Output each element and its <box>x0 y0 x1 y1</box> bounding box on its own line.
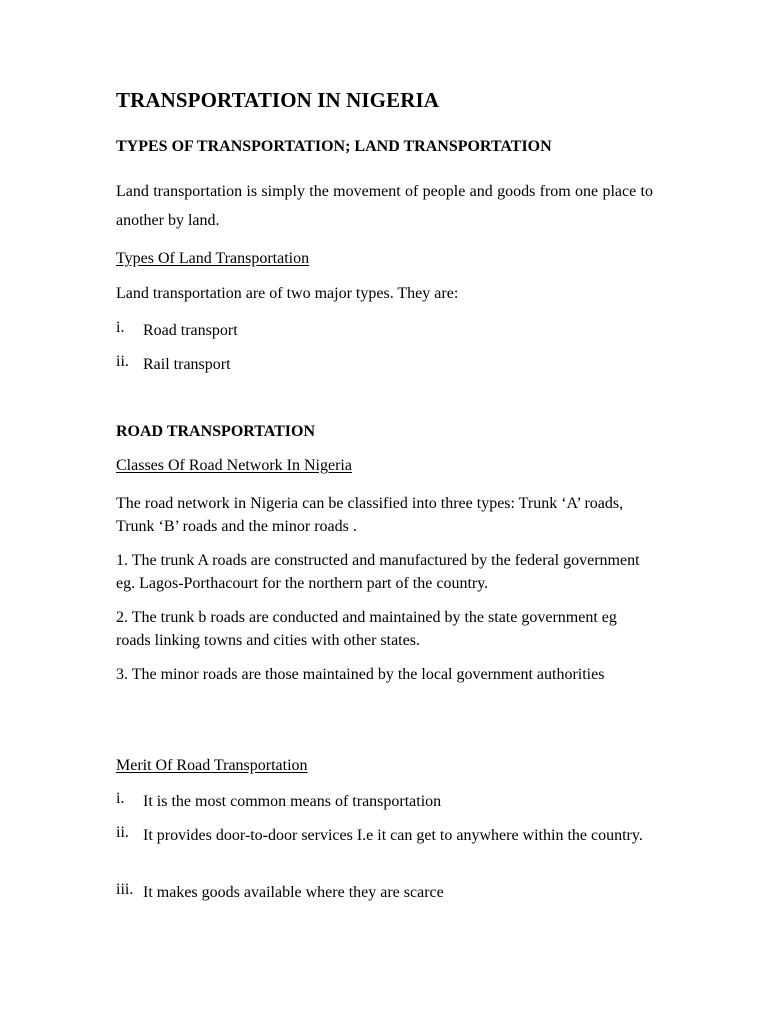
list-marker: ii. <box>116 824 129 841</box>
page-title: TRANSPORTATION IN NIGERIA <box>116 88 440 112</box>
merit-heading: Merit Of Road Transportation <box>116 757 308 774</box>
classes-item-3: 3. The minor roads are those maintained by the local government authorities <box>116 666 605 683</box>
types-heading: Types Of Land Transportation <box>116 250 310 267</box>
document-page <box>116 0 653 1024</box>
road-heading: ROAD TRANSPORTATION <box>116 423 316 440</box>
list-item <box>116 881 653 904</box>
classes-paragraph: The road network in Nigeria can be classified into three types: Trunk ‘A’ roads, Trunk ‘B’ roads and the minor roads . <box>116 495 624 535</box>
types-intro: Land transportation are of two major types. They are: <box>116 285 459 302</box>
section-heading: TYPES OF TRANSPORTATION; LAND TRANSPORTATION <box>116 138 552 155</box>
list-item-text: It provides door-to-door services I.e it can get to anywhere within the country. <box>143 827 643 844</box>
classes-item-1: 1. The trunk A roads are constructed and manufactured by the federal government eg. Lagos-Porthacourt for the northern part of the country. <box>116 552 640 592</box>
list-item-text: Rail transport <box>143 356 231 373</box>
list-item <box>116 790 653 813</box>
list-item <box>116 319 653 342</box>
classes-heading: Classes Of Road Network In Nigeria <box>116 457 352 474</box>
list-marker: i. <box>116 790 125 807</box>
list-item <box>116 824 653 847</box>
list-item-text: It makes goods available where they are scarce <box>143 884 444 901</box>
list-marker: iii. <box>116 881 134 898</box>
intro-paragraph: Land transportation is simply the movement of people and goods from one place to another by land. <box>116 183 653 229</box>
list-marker: i. <box>116 319 125 336</box>
list-marker: ii. <box>116 353 129 370</box>
list-item <box>116 353 653 376</box>
classes-item-2: 2. The trunk b roads are conducted and maintained by the state government eg roads linking towns and cities with other states. <box>116 609 617 649</box>
list-item-text: It is the most common means of transportation <box>143 793 442 810</box>
list-item-text: Road transport <box>143 322 238 339</box>
